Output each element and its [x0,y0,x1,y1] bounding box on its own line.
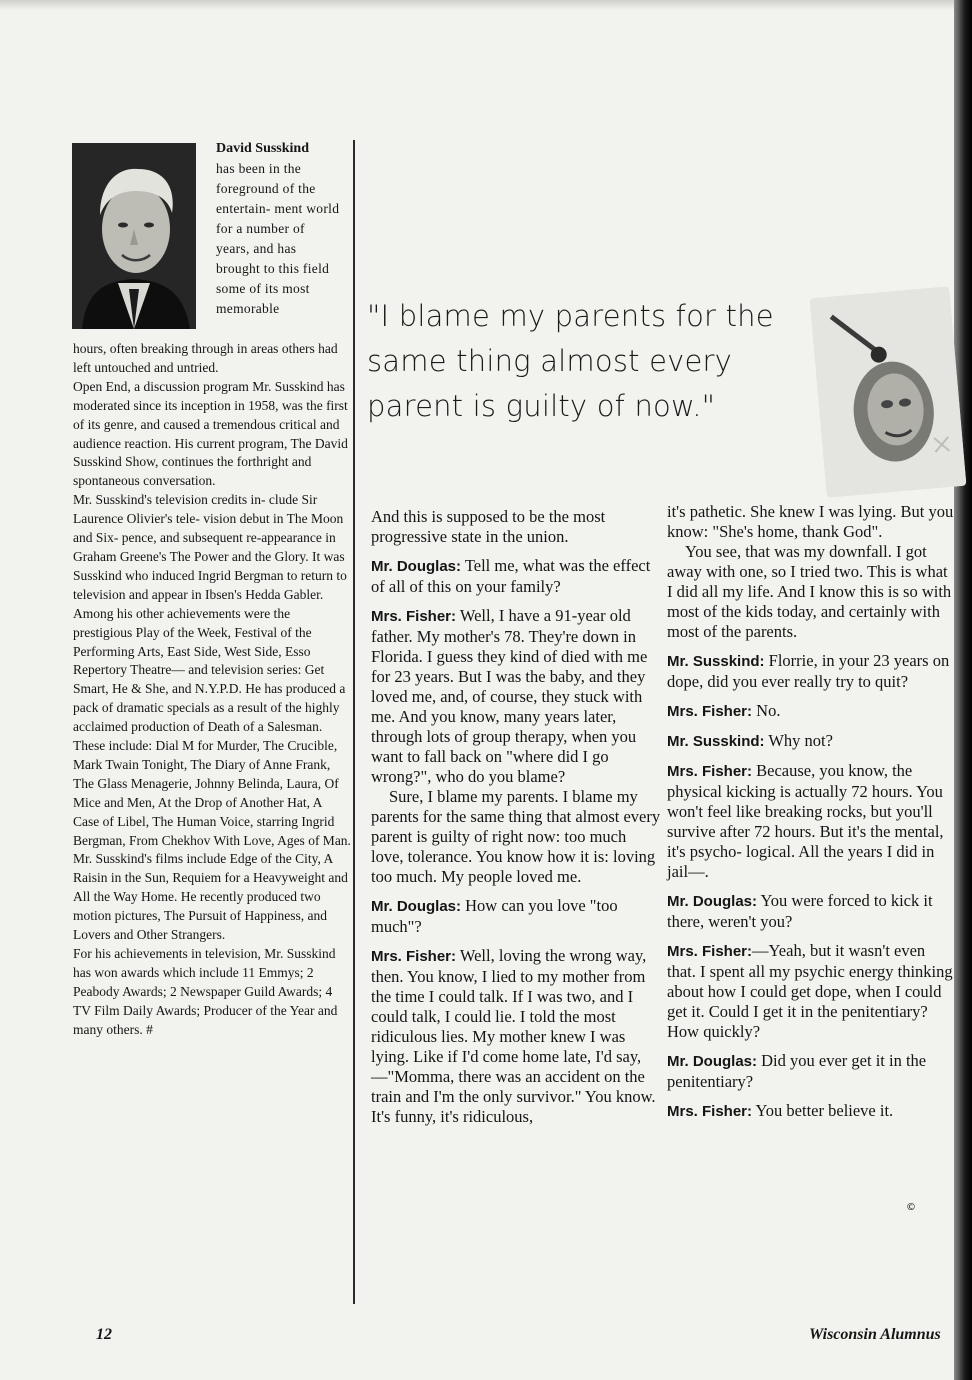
bio-paragraph: Mr. Susskind's television credits in- clude Sir Laurence Olivier's tele- vision debut in The Moon and Six- pence, and subsequent re-appearance in Graham Greene's The Power and the Glory. It was Susskind who induced Ingrid Bergman to return to television and appear in Ibsen's Hedda Gabler. Among his other achievements were the prestigious Play of the Week, Festival of the Performing Arts, East Side, West Side, Esso Repertory Theatre— and television series: Get Smart, He & She, and N.Y.P.D. He has produced a pack of dramatic specials as a result of the highly acclaimed production of Death of a Salesman. These include: Dial M for Murder, The Crucible, Mark Twain Tonight, The Diary of Anne Frank, The Glass Menagerie, Johnny Belinda, Laura, Of Mice and Men, At the Drop of Another Hat, A Case of Libel, The Human Voice, starring Ingrid Bergman, From Chekhov With Love, Ages of Man. [73,492,351,848]
speaker-label: Mr. Susskind: [667,653,765,670]
dialogue-paragraph [371,606,661,787]
bio-name: David Susskind [216,141,310,156]
dialogue-paragraph [371,556,661,597]
bio-paragraph: hours, often breaking through in areas others had left untouched and untried. [73,341,338,375]
dialogue-paragraph [371,896,661,937]
dialogue-text: —Yeah, but it wasn't even that. I spent all my psychic energy thinking about how I could get dope, when I could get it. Could I get it in the penitentiary? How quickly? [667,941,953,1041]
dialogue-paragraph [667,941,954,1042]
dialogue-paragraph [667,1101,954,1122]
speaker-label: Mr. Douglas: [371,558,462,575]
dialogue-paragraph [667,701,954,722]
publication-name: Wisconsin Alumnus [809,1326,941,1343]
dialogue-column-3 [667,502,954,1131]
page-top-shadow [0,0,972,10]
dialogue-paragraph: Sure, I blame my parents. I blame my parents for the same thing that almost every parent is guilty of right now: too much love, tolerance. You know how it is: loving too much. My people loved me. [371,787,661,886]
dialogue-text: You were forced to kick it there, weren't you? [667,891,933,931]
page-edge-shadow [954,0,972,1380]
dialogue-text: Did you ever get it in the penitentiary? [667,1051,927,1091]
speaker-label: Mrs. Fisher: [371,948,457,965]
speaker-label: Mr. Douglas: [667,1053,758,1070]
dialogue-paragraph [371,946,661,1127]
speaker-label: Mr. Susskind: [667,733,765,750]
speaker-label: Mrs. Fisher: [667,703,753,720]
speaker-label: Mr. Douglas: [667,893,758,910]
dialogue-text: Why not? [768,731,833,750]
copyright-mark: © [906,1202,916,1213]
portrait-photo-icon [72,143,196,329]
speaker-label: Mrs. Fisher: [371,608,457,625]
column-divider [353,140,355,1304]
dialogue-paragraph [667,761,954,882]
bio-paragraph: Open End, a discussion program Mr. Susskind has moderated since its inception in 1958, was the first of its genre, and caused a tremendous critical and audience reaction. His current program, The David Susskind Show, continues the forthright and spontaneous conversation. [73,378,348,489]
dialogue-text: Florrie, in your 23 years on dope, did you ever really try to quit? [667,651,950,691]
dialogue-paragraph [667,731,954,752]
bio-paragraph: For his achievements in television, Mr. Susskind has won awards which include 11 Emmys; 2 Peabody Awards; 2 Newspaper Guild Awards; 4 TV Film Daily Awards; Producer of the Year and many others. # [73,946,338,1037]
inset-photo [810,286,967,497]
inset-photo-icon [810,286,967,497]
dialogue-paragraph: You see, that was my downfall. I got away with one, so I tried two. This is what I did all my life. And I know this is so with most of the kids today, and certainly with most of the parents. [667,542,952,641]
speaker-label: Mrs. Fisher: [667,1103,753,1120]
dialogue-paragraph: And this is supposed to be the most progressive state in the union. [371,507,606,546]
speaker-label: Mrs. Fisher: [667,943,753,960]
speaker-label: Mr. Douglas: [371,898,462,915]
dialogue-text: You better believe it. [755,1101,894,1120]
bio-paragraph: Mr. Susskind's films include Edge of the City, A Raisin in the Sun, Requiem for a Heavyweight and All the Way Home. He recently produced two motion pictures, The Pursuit of Happiness, and Lovers and Other Strangers. [73,851,348,943]
speaker-label: Mrs. Fisher: [667,763,753,780]
pull-quote: "I blame my parents for the same thing almost every parent is guilty of now." [367,299,774,423]
dialogue-paragraph [667,891,954,932]
dialogue-text: No. [756,701,781,720]
dialogue-text: How can you love "too much"? [371,896,618,936]
dialogue-text: Well, I have a 91-year old father. My mother's 78. They're down in Florida. I guess they kind of died with me for 23 years. But I was the baby, and they loved me, and, of course, they stuck with me. And you know, many years later, through lots of group therapy, when you want to fall back on "where did I go wrong?", who do you blame? [371,606,648,786]
dialogue-paragraph [667,651,954,692]
dialogue-paragraph [667,1051,954,1092]
dialogue-text: Tell me, what was the effect of all of this on your family? [371,556,651,596]
dialogue-text: Because, you know, the physical kicking is actually 72 hours. You won't feel like breaking rocks, but you'll survive after 72 hours. But it's the mental, it's psycho- logical. All the years I did in jail—. [667,761,944,881]
dialogue-column-2 [371,507,661,1136]
bio-intro: has been in the foreground of the entertain- ment world for a number of years, and has brought to this field some of its most memorable [216,161,340,316]
page-number: 12 [96,1326,112,1343]
dialogue-text: Well, loving the wrong way, then. You know, I lied to my mother from the time I could talk. If I was two, and I could talk, I could lie. I told the most ridiculous lies. My mother knew I was lying. Like if I'd come home late, I'd say,—"Momma, there was an accident on the train and I'm the only survivor." You know. It's funny, it's ridiculous, [371,946,656,1126]
bio-body [73,340,351,1040]
dialogue-paragraph: it's pathetic. She knew I was lying. But you know: "She's home, thank God". [667,502,954,541]
portrait-photo [72,143,196,329]
